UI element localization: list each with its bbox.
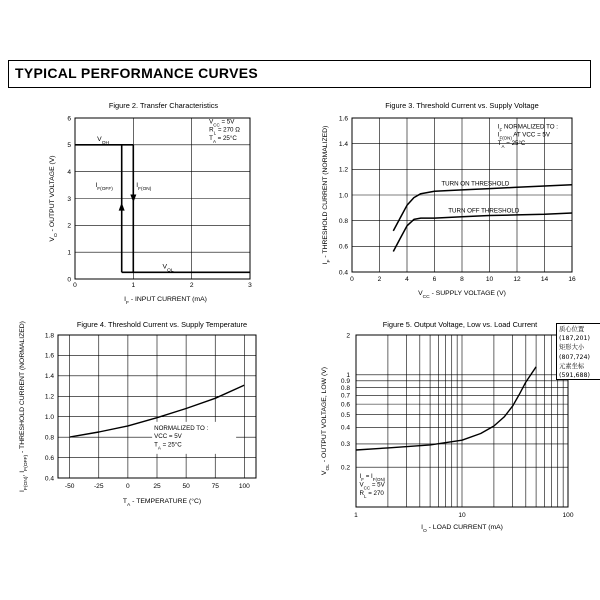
condition-text: $V_{CC} = 5V$ xyxy=(209,118,235,127)
arrow-up-marker xyxy=(119,203,125,211)
y-tick-label: 0.5 xyxy=(340,411,350,419)
condition-text: NORMALIZED TO : xyxy=(154,424,209,432)
chart-figure-3 xyxy=(322,101,576,300)
x-tick-label: 0 xyxy=(126,483,130,490)
condition-text: $T_A = 25^\circ C$ xyxy=(154,441,182,450)
y-tick-label: 0.4 xyxy=(44,475,54,483)
condition-text: $I_F = I_{F(ON)}$ xyxy=(359,473,386,482)
y-tick-label: 0 xyxy=(67,276,71,284)
y-tick-label: 4 xyxy=(67,168,71,176)
chart-figure-5 xyxy=(321,320,574,534)
y-tick-label: 1 xyxy=(67,249,71,257)
condition-text: $T_A = 25^\circ C$ xyxy=(497,139,526,149)
x-tick-label: 4 xyxy=(405,276,409,283)
series-line xyxy=(393,213,572,252)
y-tick-label: 1.4 xyxy=(44,373,54,381)
chart-title: Figure 3. Threshold Current vs. Supply Voltage xyxy=(385,101,539,110)
x-tick-label: 10 xyxy=(458,512,466,519)
x-tick-label: 0 xyxy=(73,282,77,289)
y-tick-label: 6 xyxy=(67,115,71,123)
y-tick-label: 0.6 xyxy=(44,454,54,462)
x-tick-label: 25 xyxy=(153,483,161,490)
x-tick-label: -25 xyxy=(93,483,104,490)
condition-text: VCC = 5V xyxy=(154,433,182,441)
y-tick-label: 1 xyxy=(346,372,350,380)
y-tick-label: 0.4 xyxy=(340,424,350,432)
y-tick-label: 5 xyxy=(67,142,71,150)
label-if-off: $I_{F(OFF)}$ xyxy=(95,182,113,192)
series-label-turn-off: TURN OFF THRESHOLD xyxy=(448,207,520,215)
y-tick-label: 0.3 xyxy=(340,441,350,449)
x-axis-label: $I_O$ - LOAD CURRENT (mA) xyxy=(421,524,503,534)
condition-text: $I_{F(ON)}$ AT VCC = 5V xyxy=(497,131,550,141)
x-tick-label: -50 xyxy=(64,483,75,490)
chart-figure-2 xyxy=(49,101,252,306)
y-tick-label: 1.2 xyxy=(338,166,348,174)
y-tick-label: 0.6 xyxy=(338,243,348,251)
x-tick-label: 3 xyxy=(248,282,252,289)
x-axis-label: $T_A$ - TEMPERATURE (°C) xyxy=(122,498,202,508)
x-tick-label: 100 xyxy=(238,483,250,490)
y-tick-label: 1.2 xyxy=(44,393,54,401)
condition-text: $R_L = 270$ Ω xyxy=(209,126,240,136)
y-tick-label: 1.0 xyxy=(44,414,54,422)
x-axis-label: $V_{CC}$ - SUPPLY VOLTAGE (V) xyxy=(418,290,506,300)
y-tick-label: 0.8 xyxy=(338,217,348,225)
y-tick-label: 1.6 xyxy=(338,115,348,123)
y-axis-label: $I_F$ - THRESHOLD CURRENT (NORMALIZED) xyxy=(322,125,332,265)
series-label-turn-on: TURN ON THRESHOLD xyxy=(441,180,510,188)
y-tick-label: 0.4 xyxy=(338,269,348,277)
y-tick-label: 0.9 xyxy=(340,378,350,386)
x-tick-label: 100 xyxy=(562,512,574,519)
condition-text: $R_L = 270$ xyxy=(359,489,384,499)
series-line xyxy=(356,367,536,450)
y-tick-label: 2 xyxy=(346,332,350,340)
chart-title: Figure 5. Output Voltage, Low vs. Load Current xyxy=(382,320,538,329)
x-tick-label: 10 xyxy=(485,276,494,283)
y-tick-label: 1.6 xyxy=(44,352,54,360)
y-axis-label: $V_O$ - OUTPUT VOLTAGE (V) xyxy=(49,155,59,242)
x-tick-label: 14 xyxy=(540,276,549,283)
y-tick-label: 0.8 xyxy=(44,434,54,442)
y-tick-label: 0.7 xyxy=(340,392,350,400)
x-tick-label: 1 xyxy=(354,512,358,519)
x-tick-label: 12 xyxy=(513,276,521,283)
y-tick-label: 0.8 xyxy=(340,384,350,392)
x-tick-label: 0 xyxy=(350,276,354,283)
note-line-4: (807,724) xyxy=(559,353,590,361)
y-tick-label: 1.0 xyxy=(338,192,348,200)
chart-title: Figure 4. Threshold Current vs. Supply Temperature xyxy=(76,320,248,329)
x-tick-label: 1 xyxy=(131,282,136,289)
y-axis-label: $I_{F(ON)}$, $I_{F(OFF)}$ - THRESHOLD CURRENT (NORMALIZED) xyxy=(19,321,29,492)
annotation-note xyxy=(556,323,600,380)
y-axis-label: $V_{OL}$ - OUTPUT VOLTAGE, LOW (V) xyxy=(321,366,331,476)
note-line-1: 质心位置 xyxy=(559,326,585,333)
label-vol: $V_{OL}$ xyxy=(162,263,174,273)
x-tick-label: 8 xyxy=(460,276,464,283)
y-tick-label: 0.2 xyxy=(340,464,350,472)
note-line-2: (187,201) xyxy=(559,335,590,343)
chart-figure-4 xyxy=(19,320,256,508)
y-tick-label: 0.6 xyxy=(340,401,350,409)
x-tick-label: 2 xyxy=(189,282,194,289)
chart-title: Figure 2. Transfer Characteristics xyxy=(108,101,219,110)
note-line-5: 元素坐标 xyxy=(559,362,585,370)
y-tick-label: 1.4 xyxy=(338,140,348,148)
y-tick-label: 1.8 xyxy=(44,332,54,340)
section-title: TYPICAL PERFORMANCE CURVES xyxy=(15,65,258,81)
condition-text: $I_F$ NORMALIZED TO : xyxy=(497,123,559,132)
label-voh: $V_{OH}$ xyxy=(97,135,110,146)
x-axis-label: $I_F$ - INPUT CURRENT (mA) xyxy=(124,296,207,306)
condition-text: $T_A = 25^\circ C$ xyxy=(209,134,237,144)
y-tick-label: 3 xyxy=(67,195,71,203)
x-tick-label: 6 xyxy=(432,276,437,283)
x-tick-label: 75 xyxy=(211,483,219,490)
label-if-on: $I_{F(ON)}$ xyxy=(136,182,152,192)
note-line-6: (591,688) xyxy=(559,371,590,379)
x-tick-label: 2 xyxy=(377,276,382,283)
x-tick-label: 16 xyxy=(568,276,576,283)
y-tick-label: 2 xyxy=(67,222,71,230)
note-line-3: 矩形大小 xyxy=(559,344,585,352)
condition-text: $V_{CC} = 5V$ xyxy=(359,481,385,491)
x-tick-label: 50 xyxy=(182,483,190,490)
